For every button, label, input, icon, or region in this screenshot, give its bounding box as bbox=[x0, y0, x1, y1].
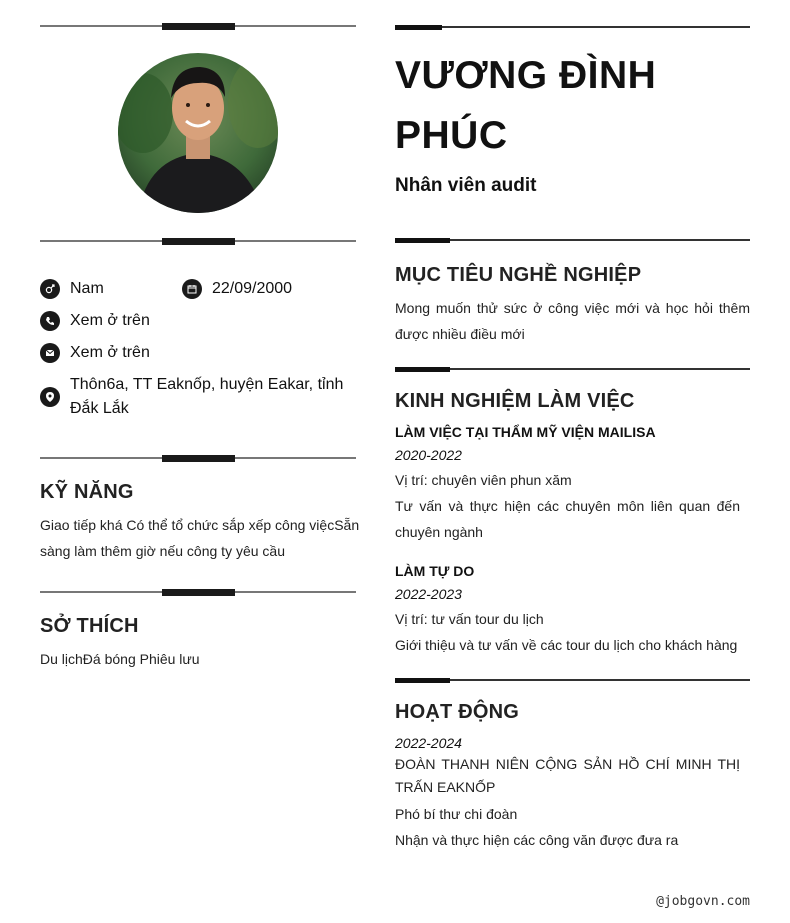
calendar-icon bbox=[182, 279, 202, 299]
job-title: Nhân viên audit bbox=[395, 175, 537, 196]
experience-title: KINH NGHIỆM LÀM VIỆC bbox=[395, 390, 635, 412]
hobbies-title: SỞ THÍCH bbox=[40, 615, 139, 637]
job-1-period: 2020-2022 bbox=[395, 447, 462, 463]
job-1-company: LÀM VIỆC TẠI THẨM MỸ VIỆN MAILISA bbox=[395, 424, 656, 440]
left-divider-skills bbox=[40, 455, 356, 462]
left-divider-hobbies bbox=[40, 589, 356, 596]
left-divider-top bbox=[40, 23, 356, 30]
job-2-position: Vị trí: tư vấn tour du lịch bbox=[395, 611, 544, 627]
phone-value: Xem ở trên bbox=[70, 312, 150, 329]
job-1-position: Vị trí: chuyên viên phun xăm bbox=[395, 472, 572, 488]
address-value: Thôn6a, TT Eaknốp, huyện Eakar, tỉnh Đắk Lắk bbox=[70, 376, 344, 417]
email-value: Xem ở trên bbox=[70, 344, 150, 361]
skills-text: Giao tiếp khá Có thể tổ chức sắp xếp công việcSẵn sàng làm thêm giờ nếu công ty yêu cầu bbox=[40, 517, 360, 559]
full-name: VƯƠNG ĐÌNH PHÚC bbox=[395, 54, 657, 157]
activities-description: Nhận và thực hiện các công văn được đưa ra bbox=[395, 832, 679, 848]
right-divider-experience bbox=[395, 367, 750, 372]
job-2-company: LÀM TỰ DO bbox=[395, 563, 475, 579]
left-divider-contact bbox=[40, 238, 356, 245]
activities-organization: ĐOÀN THANH NIÊN CỘNG SẢN HỒ CHÍ MINH THỊ TRẤN EAKNỐP bbox=[395, 756, 740, 795]
gender-icon bbox=[40, 279, 60, 299]
activities-role: Phó bí thư chi đoàn bbox=[395, 806, 518, 822]
location-pin-icon bbox=[40, 387, 60, 407]
job-2-period: 2022-2023 bbox=[395, 586, 462, 602]
job-2-description: Giới thiệu và tư vấn về các tour du lịch cho khách hàng bbox=[395, 637, 738, 653]
address-row bbox=[40, 373, 350, 421]
activities-period: 2022-2024 bbox=[395, 735, 462, 751]
avatar bbox=[118, 53, 278, 213]
job-1-description: Tư vấn và thực hiện các chuyên môn liên quan đến chuyên ngành bbox=[395, 498, 740, 540]
phone-icon bbox=[40, 311, 60, 331]
right-divider-activities bbox=[395, 678, 750, 683]
activities-title: HOẠT ĐỘNG bbox=[395, 701, 520, 723]
objective-text: Mong muốn thử sức ở công việc mới và học hỏi thêm được nhiều điều mới bbox=[395, 300, 750, 342]
phone-row bbox=[40, 309, 150, 333]
email-icon bbox=[40, 343, 60, 363]
objective-title: MỤC TIÊU NGHỀ NGHIỆP bbox=[395, 264, 642, 286]
hobbies-text: Du lịchĐá bóng Phiêu lưu bbox=[40, 651, 200, 667]
email-row bbox=[40, 341, 150, 365]
right-divider-top bbox=[395, 25, 750, 30]
birthday-row bbox=[182, 277, 292, 301]
right-divider-objective bbox=[395, 238, 750, 243]
gender-row bbox=[40, 277, 104, 301]
birthday-value: 22/09/2000 bbox=[212, 280, 293, 297]
skills-title: KỸ NĂNG bbox=[40, 481, 134, 503]
watermark: @jobgovn.com bbox=[656, 894, 750, 909]
gender-value: Nam bbox=[70, 280, 104, 297]
